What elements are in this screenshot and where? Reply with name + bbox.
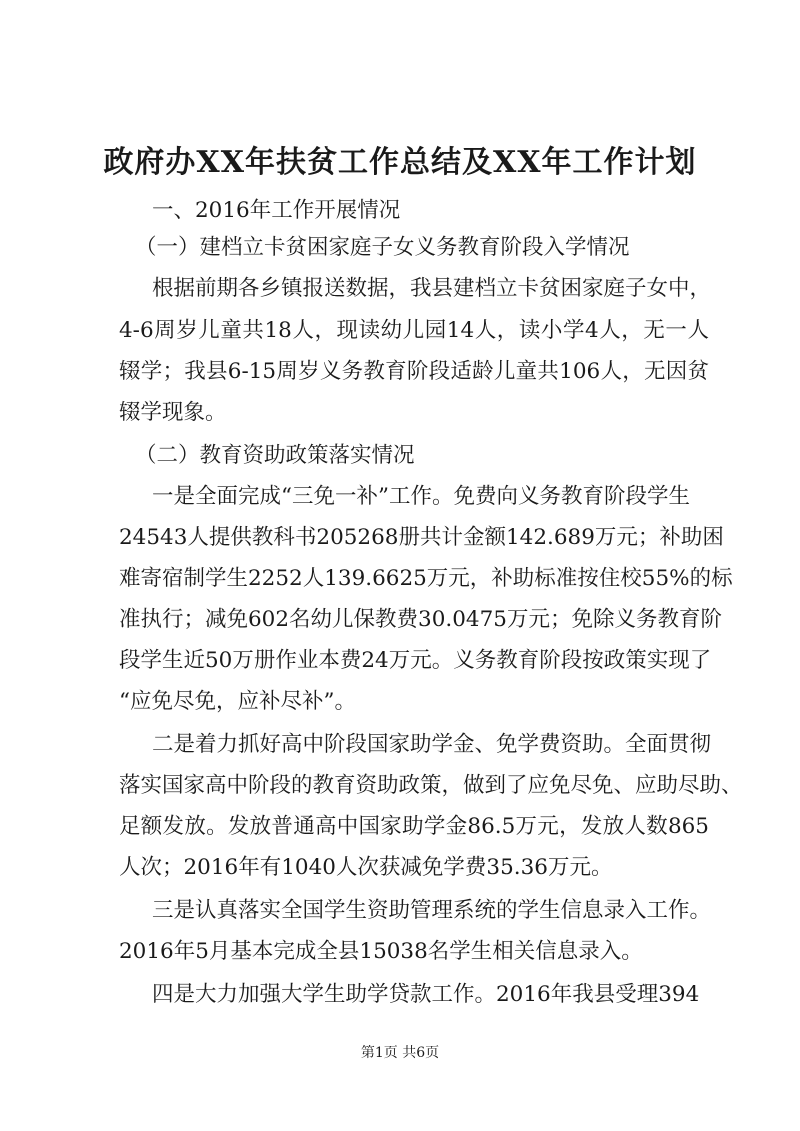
- paragraph-line: 4-6周岁儿童共18人，现读幼儿园14人，读小学4人，无一人: [119, 318, 709, 343]
- paragraph-line: 落实国家高中阶段的教育资助政策，做到了应免尽免、应助尽助、: [119, 773, 743, 798]
- subsection-heading: （二）教育资助政策落实情况: [135, 443, 415, 468]
- paragraph-line: 足额发放。发放普通高中国家助学金86.5万元，发放人数865: [119, 814, 709, 839]
- paragraph-line: 24543人提供教科书205268册共计金额142.689万元；补助困: [119, 525, 724, 550]
- paragraph-line: “应免尽免，应补尽补”。: [119, 689, 356, 714]
- subsection-heading: （一）建档立卡贫困家庭子女义务教育阶段入学情况: [135, 235, 630, 260]
- paragraph-line: 段学生近50万册作业本费24万元。义务教育阶段按政策实现了: [119, 648, 712, 673]
- section-heading: 一、2016年工作开展情况: [152, 198, 401, 223]
- paragraph-line: 辍学现象。: [119, 400, 227, 425]
- document-title: 政府办XX年扶贫工作总结及XX年工作计划: [103, 145, 697, 180]
- paragraph-line: 二是着力抓好高中阶段国家助学金、免学费资助。全面贯彻: [152, 732, 712, 757]
- paragraph-line: 辍学；我县6-15周岁义务教育阶段适龄儿童共106人，无因贫: [119, 359, 709, 384]
- page-number-footer: 第1页 共6页: [360, 1045, 440, 1061]
- paragraph-line: 四是大力加强大学生助学贷款工作。2016年我县受理394: [152, 982, 700, 1007]
- paragraph-line: 一是全面完成“三免一补”工作。免费向义务教育阶段学生: [152, 484, 690, 509]
- paragraph-line: 三是认真落实全国学生资助管理系统的学生信息录入工作。: [152, 898, 712, 923]
- paragraph-line: 准执行；减免602名幼儿保教费30.0475万元；免除义务教育阶: [119, 607, 722, 632]
- paragraph-line: 根据前期各乡镇报送数据，我县建档立卡贫困家庭子女中，: [152, 276, 712, 301]
- paragraph-line: 2016年5月基本完成全县15038名学生相关信息录入。: [119, 939, 643, 964]
- paragraph-line: 人次；2016年有1040人次获减免学费35.36万元。: [119, 855, 613, 880]
- paragraph-line: 难寄宿制学生2252人139.6625万元，补助标准按住校55%的标: [119, 566, 733, 591]
